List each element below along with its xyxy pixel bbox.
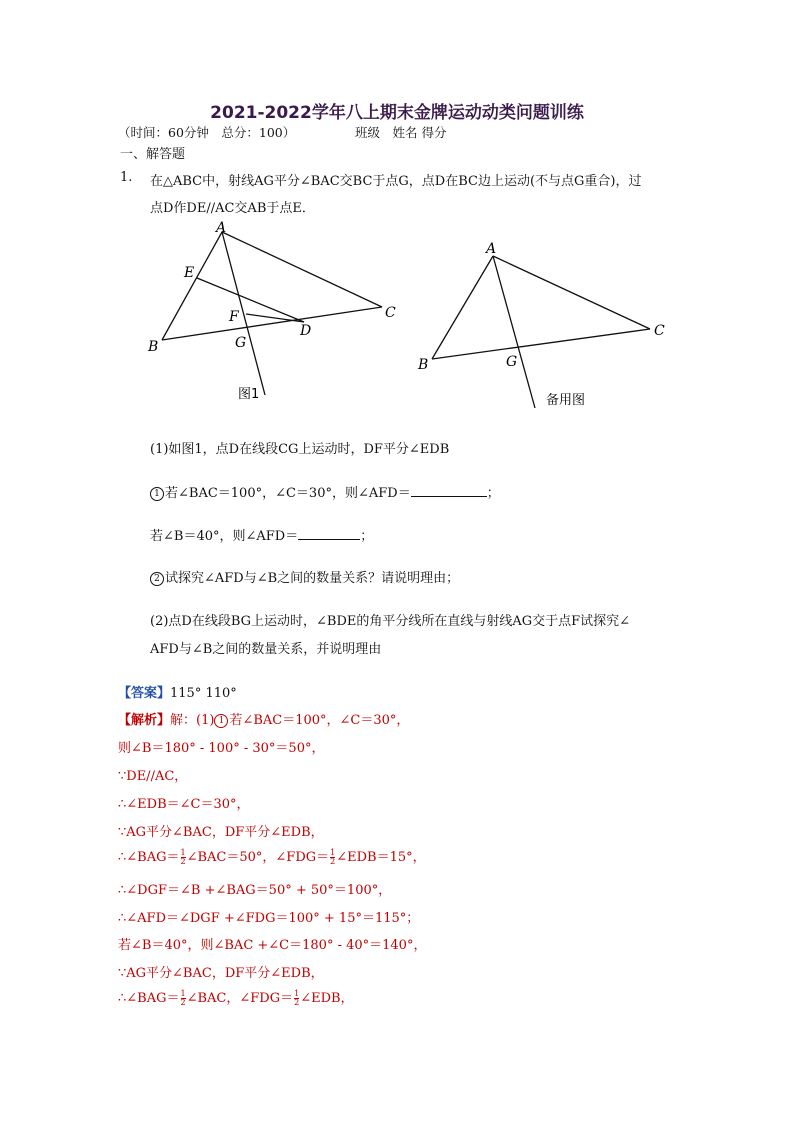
class-info: 班级 姓名 得分 xyxy=(355,125,447,140)
question-line-1: 在△ABC中，射线AG平分∠BAC交BC于点G，点D在BC边上运动(不与点G重合)，过 xyxy=(150,174,642,189)
segment-ab xyxy=(162,232,222,340)
solution-line-8: ∴∠AFD＝∠DGF +∠FDG＝100° + 15°＝115°； xyxy=(118,911,420,926)
point-label-b: B xyxy=(418,357,429,373)
question-number: 1. xyxy=(120,170,133,185)
part-2-line-1: (2)点D在线段BG上运动时，∠BDE的角平分线所在直线与射线AG交于点F试探究∠ xyxy=(150,614,631,629)
ray-ag xyxy=(493,256,535,408)
segment-ac xyxy=(222,232,382,307)
point-label-b: B xyxy=(148,339,159,355)
answer-blank[interactable] xyxy=(298,527,360,540)
point-label-f: F xyxy=(229,309,239,325)
solution-line-4: ∴∠EDB＝∠C＝30°， xyxy=(118,797,250,812)
solution-line-5: ∵AG平分∠BAC，DF平分∠EDB， xyxy=(118,825,324,840)
part-1-i2: 若∠B＝40°，则∠AFD＝ ； xyxy=(150,529,374,544)
fraction-half: $\frac{1}{2}$ xyxy=(180,989,186,1007)
solution-tag: 【解析】 xyxy=(118,713,171,728)
answer-blank[interactable] xyxy=(411,484,487,497)
solution-line-2: 则∠B＝180° - 100° - 30°＝50°， xyxy=(118,741,325,756)
segment-ed xyxy=(197,278,304,322)
solution-line-11: ∴∠BAG＝ $\frac{1}{2}$ ∠BAC，∠FDG＝ $\frac{1}{2}$ ∠EDB， xyxy=(118,989,354,1007)
part-1-prompt: (1)如图1，点D在线段CG上运动时，DF平分∠EDB xyxy=(150,442,450,457)
point-label-a: A xyxy=(486,241,497,257)
page-title: 2021-2022学年八上期末金牌运动动类问题训练 xyxy=(210,103,584,123)
point-label-g: G xyxy=(235,335,247,351)
fraction-half: $\frac{1}{2}$ xyxy=(180,848,186,866)
solution-line-10: ∵AG平分∠BAC，DF平分∠EDB， xyxy=(118,966,324,981)
fraction-half: $\frac{1}{2}$ xyxy=(330,848,336,866)
solution-line-7: ∴∠DGF＝∠B +∠BAG＝50° + 50°＝100°， xyxy=(118,883,392,898)
answer-tag: 【答案】 xyxy=(118,686,171,701)
point-label-d: D xyxy=(300,323,312,339)
point-label-c: C xyxy=(385,305,396,321)
answer-row xyxy=(118,682,237,701)
circled-number: 1 xyxy=(150,487,164,501)
solution-line-3: ∵DE//AC， xyxy=(118,769,188,784)
part-1-i: 1 若∠BAC＝100°，∠C＝30°，则∠AFD＝ ； xyxy=(150,482,500,501)
segment-ab xyxy=(432,256,493,359)
circled-number: 2 xyxy=(150,572,164,586)
figure-2 xyxy=(410,236,680,411)
question-line-2: 点D作DE//AC交AB于点E． xyxy=(150,201,315,216)
segment-bc xyxy=(162,307,382,340)
segment-bc xyxy=(432,329,650,359)
point-label-e: E xyxy=(184,265,195,281)
figure-2-caption: 备用图 xyxy=(546,393,586,408)
solution-line-9: 若∠B＝40°，则∠BAC +∠C＝180° - 40°＝140°， xyxy=(118,938,427,953)
time-info: （时间：60分钟 总分：100） xyxy=(118,125,296,140)
solution-line-6: ∴∠BAG＝ $\frac{1}{2}$ ∠BAC＝50°，∠FDG＝ $\frac{1}{2}$ ∠EDB＝15°， xyxy=(118,848,426,866)
answer-value: 115° 110° xyxy=(170,686,237,701)
part-2-line-2: AFD与∠B之间的数量关系，并说明理由 xyxy=(150,642,382,657)
point-label-c: C xyxy=(654,323,665,339)
part-1-ii: 2 试探究∠AFD与∠B之间的数量关系？请说明理由； xyxy=(150,567,459,586)
figure-1 xyxy=(140,220,420,410)
point-label-a: A xyxy=(216,220,227,236)
solution-line-1: 【解析】解：(1) 1 若∠BAC＝100°，∠C＝30°， xyxy=(118,713,410,728)
section-heading: 一、解答题 xyxy=(120,147,186,162)
circled-number: 1 xyxy=(214,714,228,728)
point-label-g: G xyxy=(506,354,518,370)
segment-ac xyxy=(493,256,650,329)
figure-1-caption: 图1 xyxy=(238,387,260,402)
fraction-half: $\frac{1}{2}$ xyxy=(294,989,300,1007)
